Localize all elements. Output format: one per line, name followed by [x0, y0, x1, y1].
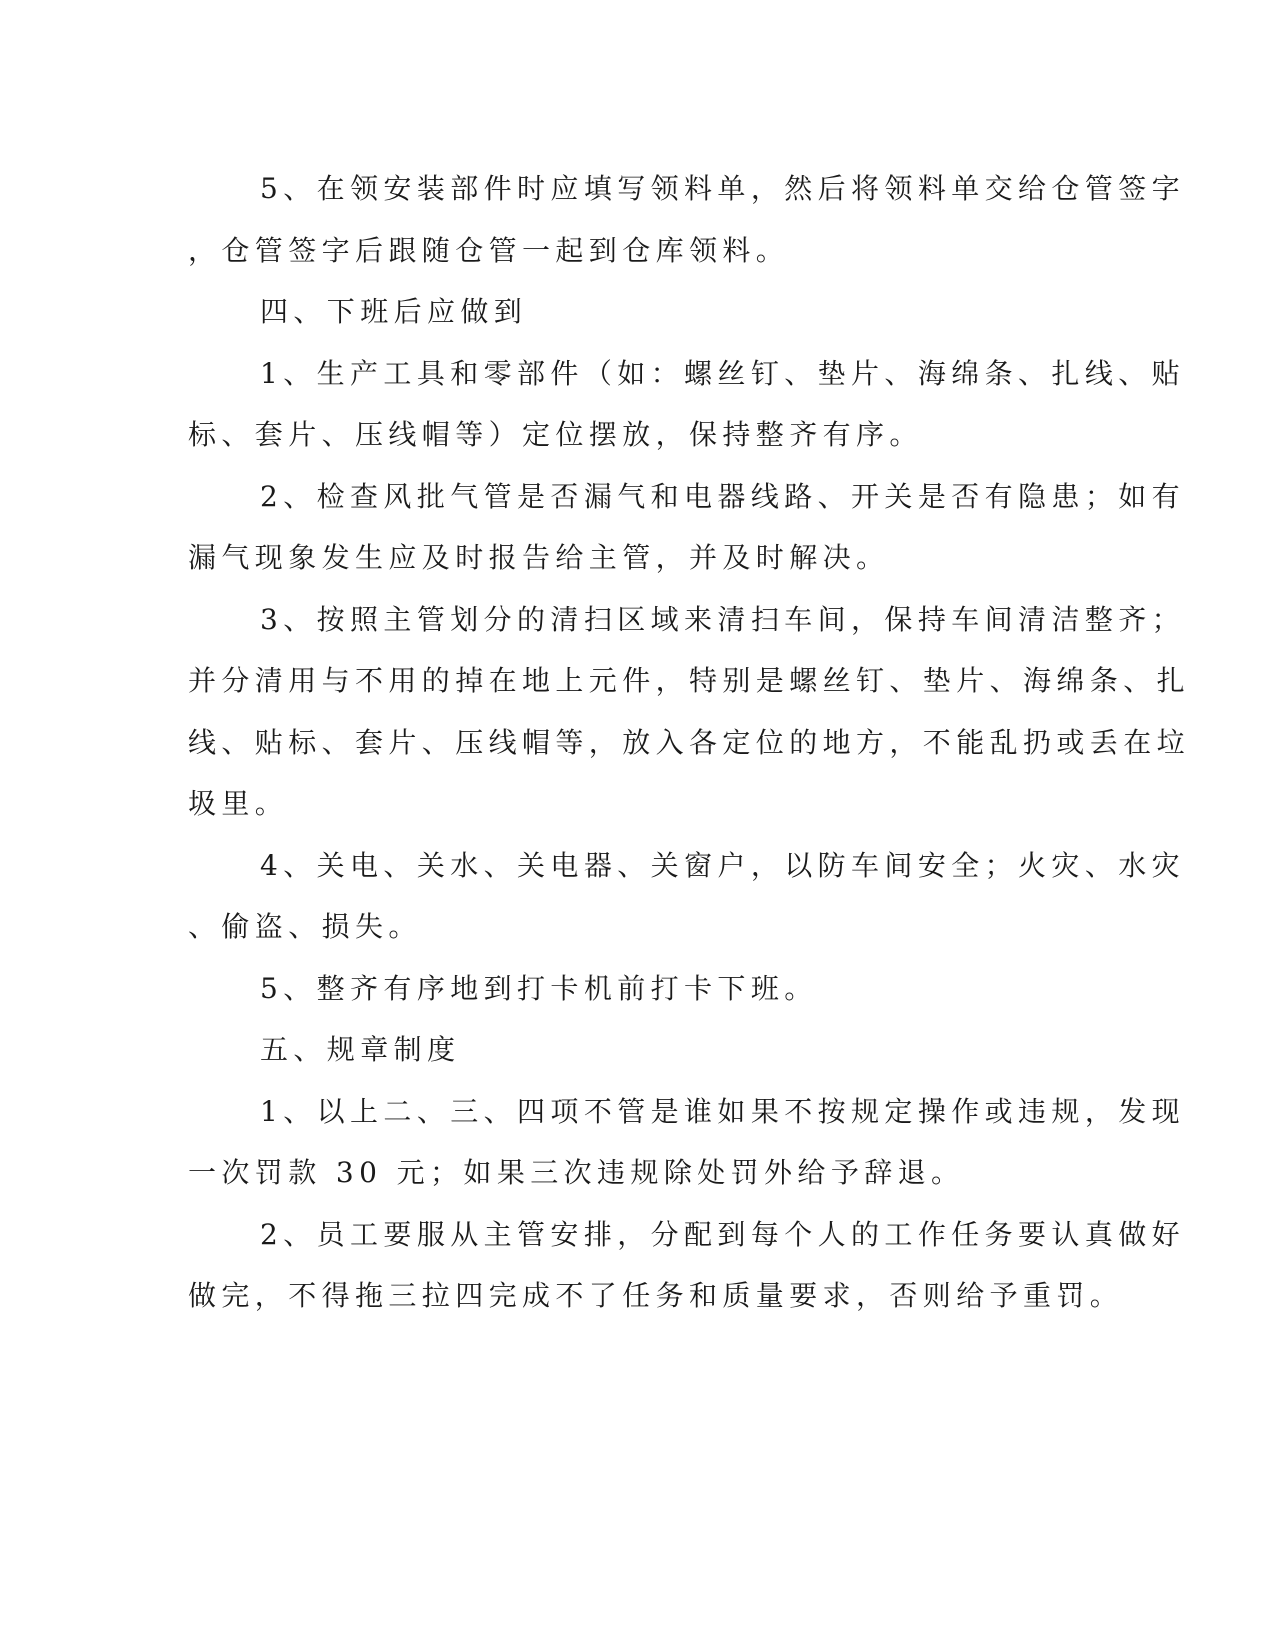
text-line: 1、生产工具和零部件（如：螺丝钉、垫片、海绵条、扎线、贴: [260, 356, 1186, 390]
text-line: ，仓管签字后跟随仓管一起到仓库领料。: [188, 233, 790, 267]
text-line: 4、关电、关水、关电器、关窗户，以防车间安全；火灾、水灾: [260, 848, 1186, 882]
text-line: 线、贴标、套片、压线帽等，放入各定位的地方，不能乱扔或丢在垃: [188, 725, 1191, 759]
paragraph-cleaning: [188, 589, 1191, 835]
text-line: 3、按照主管划分的清扫区域来清扫车间，保持车间清洁整齐；: [260, 602, 1186, 636]
text-line: 一次罚款 30 元；如果三次违规除处罚外给予辞退。: [188, 1156, 965, 1189]
section-heading-rules: [188, 1019, 1058, 1081]
paragraph-tools-placement: [188, 343, 1186, 466]
section-heading-after-work: [188, 281, 1058, 343]
paragraph-item-5-material-requisition: [188, 158, 1186, 281]
document-body: [188, 158, 1191, 1327]
section-heading-text: 四、下班后应做到: [260, 295, 528, 328]
paragraph-power-off-safety: [188, 835, 1186, 958]
text-line: 标、套片、压线帽等）定位摆放，保持整齐有序。: [188, 418, 923, 451]
text-line: 做完，不得拖三拉四完成不了任务和质量要求，否则给予重罚。: [188, 1279, 1124, 1312]
text-line: 2、检查风批气管是否漏气和电器线路、开关是否有隐患；如有: [260, 479, 1186, 513]
paragraph-clock-out: [188, 958, 1058, 1020]
paragraph-obey-supervisor: [188, 1204, 1186, 1327]
paragraph-penalty: [188, 1081, 1186, 1204]
text-line: 1、以上二、三、四项不管是谁如果不按规定操作或违规，发现: [260, 1094, 1186, 1128]
text-line: 2、员工要服从主管安排，分配到每个人的工作任务要认真做好: [260, 1217, 1186, 1251]
text-line: 并分清用与不用的掉在地上元件，特别是螺丝钉、垫片、海绵条、扎: [188, 664, 1191, 697]
text-line: 圾里。: [188, 787, 289, 820]
text-line: 5、整齐有序地到打卡机前打卡下班。: [260, 971, 818, 1005]
text-line: 、偷盗、损失。: [188, 910, 422, 943]
text-line: 5、在领安装部件时应填写领料单，然后将领料单交给仓管签字: [260, 172, 1186, 205]
section-heading-text: 五、规章制度: [260, 1033, 461, 1066]
paragraph-check-air-and-wiring: [188, 466, 1186, 589]
text-line: 漏气现象发生应及时报告给主管，并及时解决。: [188, 541, 890, 574]
